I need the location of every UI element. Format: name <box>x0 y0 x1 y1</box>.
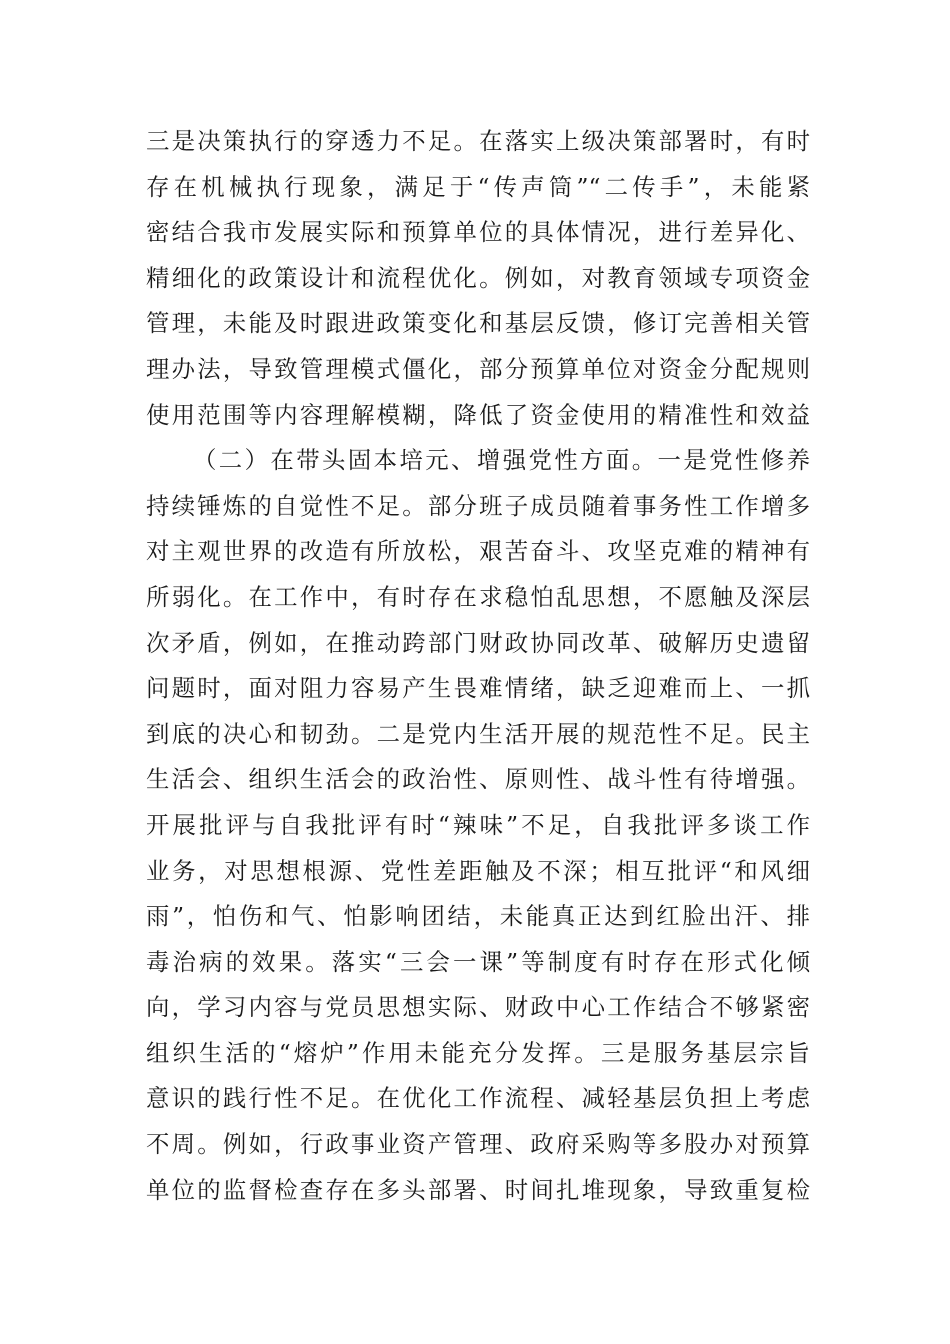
text-line: 对主观世界的改造有所放松，艰苦奋斗、攻坚克难的精神有 <box>146 537 810 566</box>
text-line: 密结合我市发展实际和预算单位的具体情况，进行差异化、 <box>146 218 810 247</box>
text-line: 单位的监督检查存在多头部署、时间扎堆现象，导致重复检 <box>146 1175 810 1204</box>
body-text <box>146 119 810 1213</box>
text-line: 到底的决心和韧劲。二是党内生活开展的规范性不足。民主 <box>146 719 810 748</box>
text-line: 精细化的政策设计和流程优化。例如，对教育领域专项资金 <box>146 263 810 292</box>
text-line: 持续锤炼的自觉性不足。部分班子成员随着事务性工作增多 <box>146 491 810 520</box>
text-line: 业务，对思想根源、党性差距触及不深；相互批评“和风细 <box>146 856 810 885</box>
text-line: 三是决策执行的穿透力不足。在落实上级决策部署时，有时 <box>146 127 810 155</box>
text-line: 问题时，面对阻力容易产生畏难情绪，缺乏迎难而上、一抓 <box>146 674 810 703</box>
text-line: 向，学习内容与党员思想实际、财政中心工作结合不够紧密 <box>146 993 810 1022</box>
text-line: 毒治病的效果。落实“三会一课”等制度有时存在形式化倾 <box>146 947 810 976</box>
text-line: 意识的践行性不足。在优化工作流程、减轻基层负担上考虑 <box>146 1084 810 1113</box>
section-heading-line: （二）在带头固本培元、增强党性方面。一是党性修养 <box>193 446 810 475</box>
text-line: 雨”，怕伤和气、怕影响团结，未能真正达到红脸出汗、排 <box>146 902 810 931</box>
text-line: 理办法，导致管理模式僵化，部分预算单位对资金分配规则 <box>146 354 810 383</box>
text-line: 使用范围等内容理解模糊，降低了资金使用的精准性和效益 <box>146 400 810 429</box>
text-line: 生活会、组织生活会的政治性、原则性、战斗性有待增强。 <box>146 765 810 794</box>
text-line: 管理，未能及时跟进政策变化和基层反馈，修订完善相关管 <box>146 309 810 338</box>
text-line: 次矛盾，例如，在推动跨部门财政协同改革、破解历史遗留 <box>146 628 810 657</box>
text-line: 所弱化。在工作中，有时存在求稳怕乱思想，不愿触及深层 <box>146 582 810 611</box>
text-line: 存在机械执行现象，满足于“传声筒”“二传手”，未能紧 <box>146 172 810 201</box>
text-line: 组织生活的“熔炉”作用未能充分发挥。三是服务基层宗旨 <box>146 1038 810 1067</box>
text-line: 不周。例如，行政事业资产管理、政府采购等多股办对预算 <box>146 1130 810 1159</box>
text-line: 开展批评与自我批评有时“辣味”不足，自我批评多谈工作 <box>146 810 810 839</box>
